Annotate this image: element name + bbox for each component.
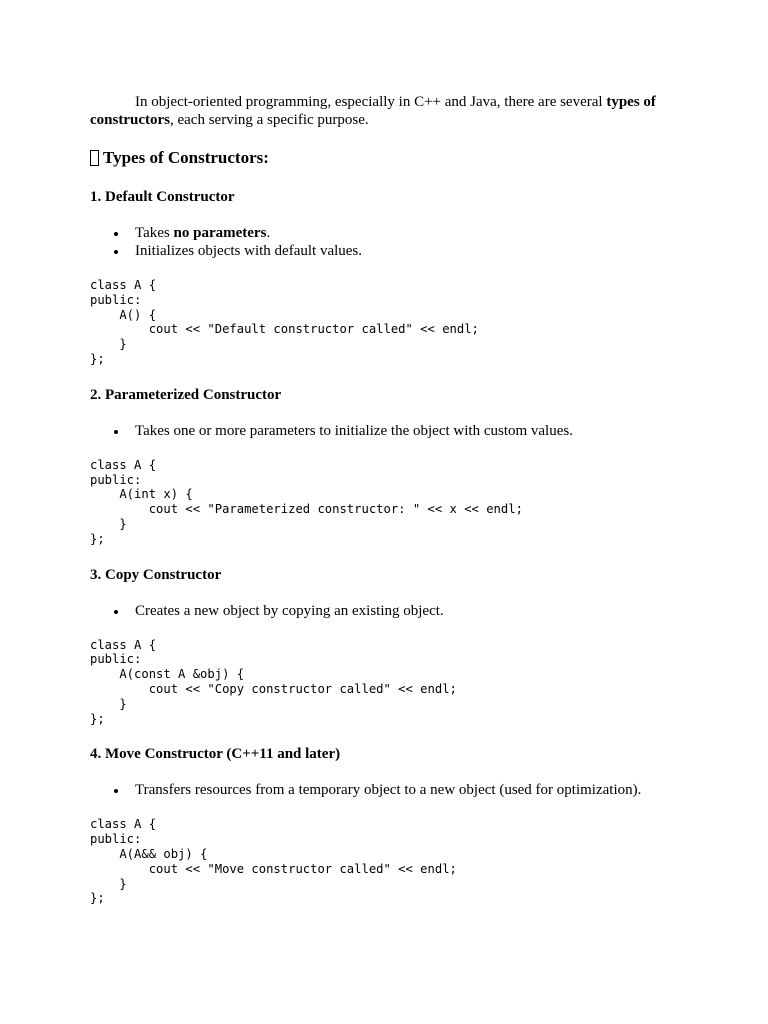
section-heading — [90, 147, 678, 169]
list-item-text: Takes — [135, 225, 174, 241]
bullet-list-parameterized — [90, 422, 678, 440]
list-item-bold: no parameters — [173, 225, 267, 241]
list-item-text-end: . — [266, 225, 271, 241]
code-block-move: class A { public: A(A&& obj) { cout << "Move constructor called" << endl; } }; — [90, 817, 457, 906]
code-block-default: class A { public: A() { cout << "Default constructor called" << endl; } }; — [90, 278, 479, 366]
code-block-copy: class A { public: A(const A &obj) { cout << "Copy constructor called" << endl; } }; — [90, 637, 457, 726]
code-block-parameterized: class A { public: A(int x) { cout << "Parameterized constructor: " << x << endl; } }; — [90, 457, 523, 546]
intro-text-end: , each serving a specific purpose. — [169, 112, 369, 128]
intro-text: In object-oriented programming, especially in C++ and Java, there are several — [135, 94, 607, 110]
subsection-title-default: 1. Default Constructor — [90, 189, 235, 205]
list-item-text: Creates a new object by copying an existing object. — [135, 602, 444, 619]
bullet-list-default — [90, 224, 678, 260]
list-item-text: Takes one or more parameters to initialize the object with custom values. — [135, 422, 573, 439]
list-item-text: Transfers resources from a temporary object to a new object (used for optimization). — [135, 782, 642, 799]
subsection-title-move: 4. Move Constructor (C++11 and later) — [90, 746, 341, 763]
subsection-title-parameterized: 2. Parameterized Constructor — [90, 386, 282, 403]
intro-bold-text: types of constructors — [90, 94, 656, 128]
list-item — [135, 422, 678, 440]
list-item-text: Initializes objects with default values. — [135, 243, 363, 259]
missing-glyph-icon — [90, 150, 99, 166]
intro-paragraph — [90, 93, 678, 129]
section-heading-text: Types of Constructors: — [103, 148, 269, 167]
bullet-list-copy — [90, 602, 678, 620]
list-item — [135, 242, 678, 260]
list-item — [135, 224, 678, 242]
list-item — [135, 781, 678, 799]
list-item — [135, 602, 678, 620]
subsection-title-copy: 3. Copy Constructor — [90, 566, 222, 583]
bullet-list-move — [90, 781, 678, 799]
